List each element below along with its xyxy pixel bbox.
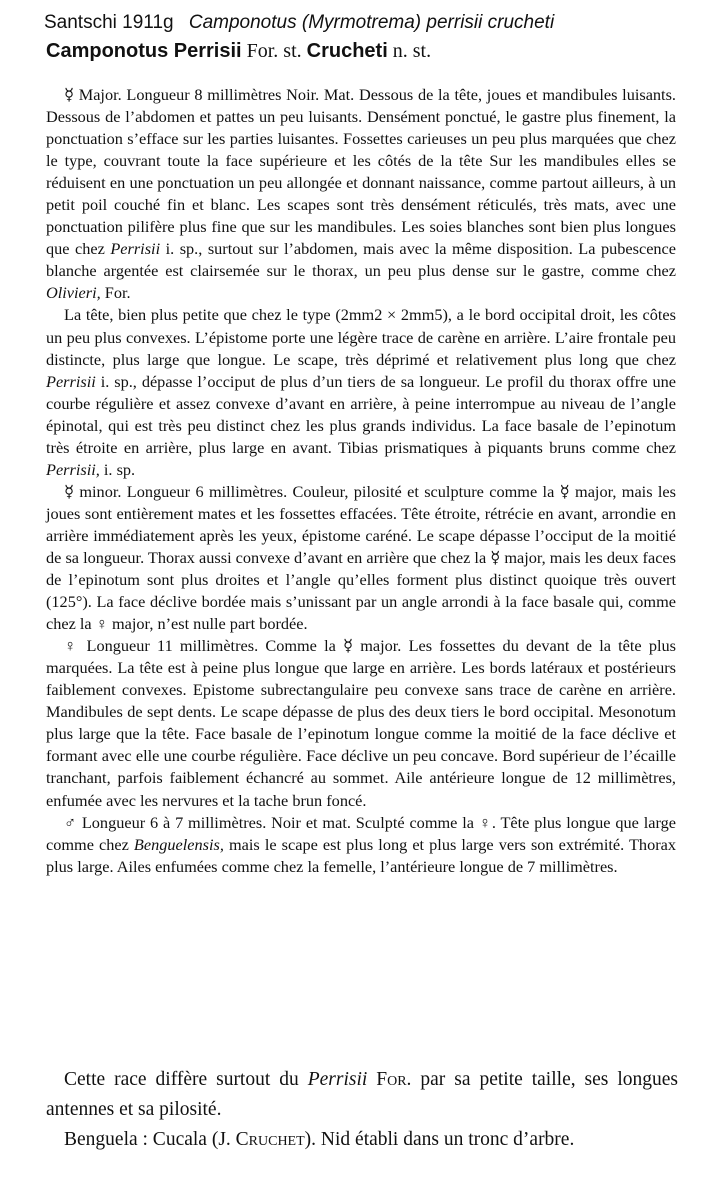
paragraph-female bbox=[46, 635, 676, 811]
text-run: Cette race diffère surtout du bbox=[64, 1069, 308, 1090]
text-run: ☿ minor. Longueur 6 millimètres. Couleur, pilosité et sculpture comme la ☿ major, mais les joues sont entièrement mates et les fossettes effacées. Tête étroite, rétrécie en avant, arrondie en arrière immédiatement après les yeux, épistome caréné. Le scape dépasse l’occiput de la moitié de sa longueur. Thorax aussi convexe d’avant en arrière que chez la ☿ major, mais les deux faces de l’epinotum sont plus droites et l’angle qu’elles forment plus distinct quoique très ouvert (125°). La face déclive bordée mais s’unissant par un angle arrondi à la face basale qui, comme chez la ♀ major, n’est nulle part bordée. bbox=[46, 481, 676, 634]
paragraph-worker-major bbox=[46, 84, 676, 304]
citation-species: Camponotus (Myrmotrema) perrisii crucheti bbox=[188, 12, 555, 33]
citation-author: Santschi 1911g bbox=[44, 12, 174, 33]
italic-taxon-name: Perrisii, bbox=[46, 459, 100, 479]
text-run: For. bbox=[100, 283, 131, 303]
text-run: ☿ Major. Longueur 8 millimètres Noir. Mat. Dessous de la tête, joues et mandibules luisants. Dessous de l’abdomen et pattes un peu luisants. Densément ponctué, le gastre plus finement, la ponctuation s’efface sur les parties luisantes. Fossettes carieuses un peu plus marquées que chez le type, couvrant toute la face supérieure et les côtés de la tête Sur les mandibules elles se réduisent en une ponctuation un peu allongée et donnant naissance, comme partout ailleurs, à un petit poil couché fin et blanc. Les scapes sont très densément réticulés, très mats, avec une ponctuation pilifère plus fine que sur les mandibules. Les soies blanches sont bien plus longues que chez bbox=[46, 85, 676, 259]
paragraph-diagnosis bbox=[46, 1065, 678, 1125]
small-caps-text: For. bbox=[376, 1069, 412, 1090]
italic-taxon-name: Perrisii bbox=[110, 239, 161, 259]
text-run: i. sp. bbox=[99, 459, 136, 479]
remarks-block bbox=[46, 1065, 678, 1155]
italic-taxon-name: Olivieri, bbox=[46, 283, 101, 303]
text-run: ♂ Longueur 6 à 7 millimètres. Noir et mat. Sculpté comme la ♀. Tête plus longue que large comme chez bbox=[46, 812, 676, 854]
text-run: i. sp., surtout sur l’abdomen, mais avec la même disposition. La pubescence blanche argentée est clairsemée sur le thorax, un peu plus dense sur le gastre, comme chez bbox=[46, 239, 677, 281]
small-caps-text: Cruchet bbox=[235, 1129, 305, 1150]
taxon-status: n. st. bbox=[392, 40, 432, 62]
paragraph-worker-minor bbox=[46, 481, 676, 635]
taxon-title bbox=[46, 40, 431, 63]
italic-taxon-name: Perrisii bbox=[46, 371, 96, 391]
paragraph-worker-major-head bbox=[46, 304, 676, 480]
text-run: ). Nid établi dans un tronc d’arbre. bbox=[304, 1129, 575, 1150]
paragraph-locality bbox=[46, 1125, 678, 1155]
taxon-author: For. st. bbox=[246, 40, 302, 62]
text-run: ♀ Longueur 11 millimètres. Comme la ☿ major. Les fossettes du devant de la tête plus marquées. La tête est à peine plus longue que large en arrière. Les bords latéraux et postérieurs faiblement convexes. Epistome subrectangulaire peu convexe sans trace de carène en arrière. Mandibules de sept dents. Le scape dépasse de plus des deux tiers le bord occipital. Mesonotum plus large que la tête. Face basale de l’epinotum longue comme la moitié de la face déclive et formant avec elle une courbe régulière. Face déclive un peu concave. Bord supérieur de l’écaille tranchant, parfois faiblement échancré au sommet. Aile antérieure longue de 12 millimètres, enfumée avec les nervures et la tache brun foncé. bbox=[46, 636, 676, 810]
paragraph-male bbox=[46, 812, 676, 878]
italic-taxon-name: Perrisii bbox=[307, 1069, 368, 1090]
text-run: Benguela : Cucala (J. bbox=[64, 1129, 236, 1150]
text-run: mais le scape est plus long et plus large vers son extrémité. Thorax plus large. Ailes enfumées comme chez la femelle, l’antérieure longue de 7 millimètres. bbox=[46, 834, 676, 876]
taxon-name: Camponotus Perrisii bbox=[46, 40, 242, 62]
text-run: i. sp., dépasse l’occiput de plus d’un tiers de sa longueur. Le profil du thorax offre une courbe régulière et assez convexe d’avant en arrière, à peine interrompue au niveau de l’angle épinotal, qui est très peu distinct chez les plus grands individus. La face basale de l’epinotum très étroite en arrière, plus large en avant. Tibias prismatiques à piquants bruns comme chez bbox=[46, 371, 676, 457]
text-run bbox=[367, 1069, 376, 1090]
text-run: La tête, bien plus petite que chez le type (2mm2 × 2mm5), a le bord occipital droit, les côtes un peu plus convexes. L’épistome porte une légère trace de carène en arrière. L’aire frontale peu distincte, plus large que longue. Le scape, très déprimé et relativement plus long que chez bbox=[46, 305, 676, 369]
taxon-subspecies: Crucheti bbox=[306, 40, 388, 62]
italic-taxon-name: Benguelensis, bbox=[133, 834, 224, 854]
description-body bbox=[46, 84, 676, 878]
citation-header bbox=[44, 12, 554, 34]
text-run: par sa petite taille, ses longues antennes et sa pilosité. bbox=[46, 1069, 679, 1120]
